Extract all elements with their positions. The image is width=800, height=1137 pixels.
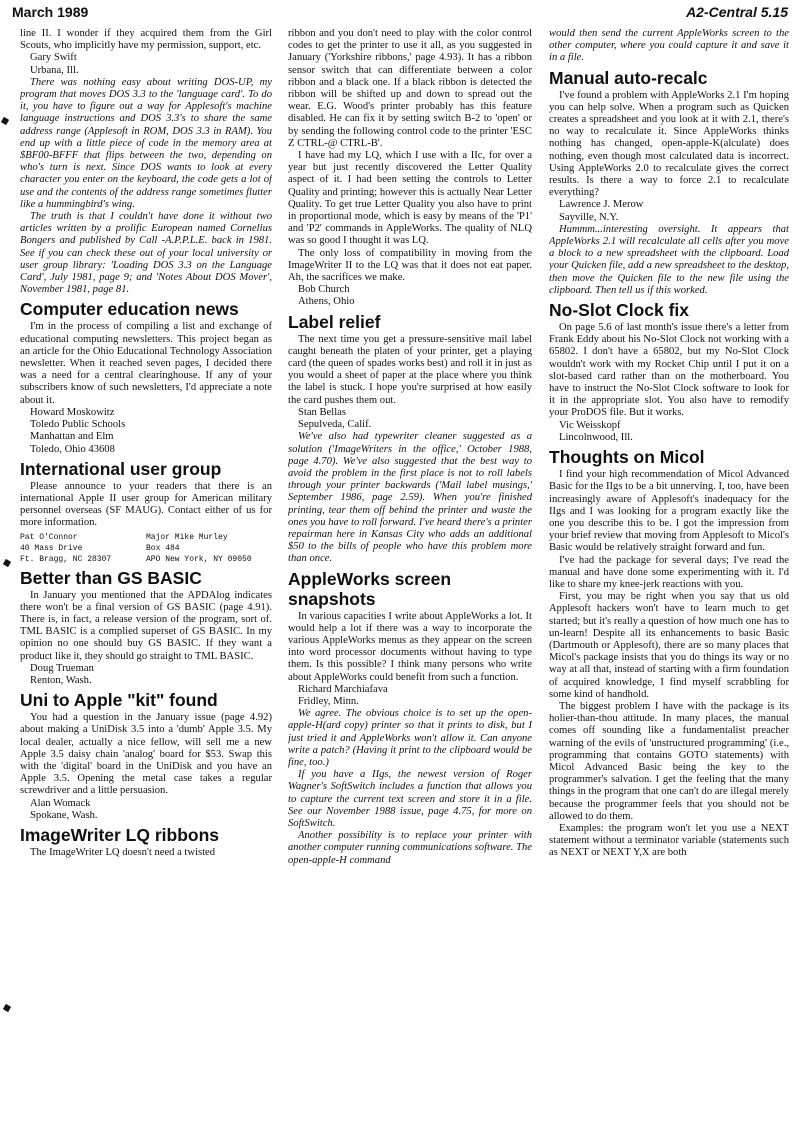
body-text: In various capacities I write about AppleWorks a lot. It would help a lot if there was a way to incorporate the various AppleWorks menus as they appear on the screen into word processor documents without having to type them. Is this possible? I think many persons who write about AppleWorks could benefit from such a function. [288,610,532,683]
section-heading: Uni to Apple "kit" found [20,690,218,711]
signature-place: Renton, Wash. [30,674,92,686]
column-2 [288,28,532,1132]
address-line: Pat O'Connor [20,532,78,542]
signature-place: Toledo Public Schools [30,419,126,431]
section-heading: Better than GS BASIC [20,567,202,588]
body-text: The ImageWriter LQ doesn't need a twisted [30,846,216,858]
address-line: Ft. Bragg, NC 28307 [20,554,112,564]
signature-place: Urbana, Ill. [30,64,79,76]
body-text: The biggest problem I have with the package is its holier-than-thou attitude. In many places, the manual comes off sounding like a fundamentalist preacher warning of the evils of 'unstructured programming' (i.e., programming that contains GOTO statements) with Micol Advanced Basic being the key to the programmer's salvation. I get the feeling that the many things in the program that one can't do are illegal merely because the programmer feels that you should not be allowed to do them. [549,700,789,822]
body-text: I have had my LQ, which I use with a IIc, for over a year but just recently discovered the Letter Quality aspect of it. I had been setting the controls to Letter Quality and printing; however this is actually Near Letter Quality. To get true Letter Quality you also have to print in proportional mode, which is easy by means of the 'P1' and 'P2' commands in AppleWorks. The quality of NLQ was so good I thought it was LQ. [288,150,532,247]
body-text: Examples: the program won't let you use a NEXT statement without a terminator variable (statements such as NEXT or NEXT Y,X are both [549,822,789,859]
address-line: Box 484 [146,543,180,553]
margin-mark [3,559,11,567]
signature-name: Doug Trueman [30,662,94,674]
body-text: You had a question in the January issue (page 4.92) about making a UniDisk 3.5 into a 'dumb' Apple 3.5. My local dealer, actually a nice fellow, will sell me a new Apple 3.5 daisy chain 'analog' board for $53. Swap this with the 'digital' board in the UniDisk and you have an Apple 3.5. Opening the metal case takes a regular screwdriver and a little persuasion. [20,712,272,797]
body-text: I've found a problem with AppleWorks 2.1 I'm hoping you can help solve. When a program such as Quicken creates a spreadsheet and you look at it with 2.1, there's no way to recalculate it. Since AppleWorks thinks nothing has changed, open-apple-K(alculate) does nothing, even though most calculated data is incorrect. Using AppleWorks 2.0 to recalculate gives the correct results. Is there a way to force 2.1 to recalculate everything? [549,89,789,199]
section-heading: International user group [20,458,222,479]
signature-name: Stan Bellas [298,406,346,418]
signature-place: Sayville, N.Y. [559,211,619,223]
signature-name: Alan Womack [30,797,91,809]
column-3 [549,28,789,1132]
margin-mark [3,1004,11,1012]
issue-date: March 1989 [12,4,89,20]
editor-reply: There was nothing easy about writing DOS-UP, my program that moves DOS 3.3 to the 'language card'. To do it, you have to figure out a way for Applesoft's machine language instructions and DOS 3.3's to share the same address range (Applesoft in ROM, DOS 3.3 in RAM). You end up with a little piece of code in the memory area at $BF00-BFFF that flips between the two, depending on who's turn is next. Since DOS wants to look at every character you enter on the keyboard, the code gets a lot of use and the contents of the address range sometimes flutter like a hummingbird's wing. [20,76,272,210]
running-header [12,4,788,26]
signature-name: Lawrence J. Merow [559,199,644,211]
section-heading: Computer education news [20,299,239,320]
signature-place: Lincolnwood, Ill. [559,431,633,443]
signature-name: Vic Weisskopf [559,419,621,431]
address-block [20,532,272,565]
body-text: I'm in the process of compiling a list and exchange of educational computing newsletters. This project began as an article for the Ohio Educational Technology Association newsletter. When it reached seven pages, I decided there was a need for a central clearinghouse. If any of your subscribers know of such newsletters, I'd appreciate a note about it. [20,321,272,406]
body-text: I've had the package for several days; I've read the manual and have done some experimenting with it. I'd like to share my knee-jerk reactions with you. [549,554,789,590]
section-heading: Thoughts on Micol [549,447,705,468]
section-heading: ImageWriter LQ ribbons [20,824,220,845]
column-1 [20,28,272,1132]
body-text: The next time you get a pressure-sensitive mail label caught beneath the platen of your printer, get a playing card (the queen of spades works best) and roll it in just as you would a sheet of paper at the place where you think the label is stuck. I hope you're surprised at how easily the card pushes them out. [288,333,532,406]
signature-place: Athens, Ohio [298,296,355,308]
page-number: A2-Central 5.15 [686,4,788,20]
signature-place: Sepulveda, Calif. [298,419,372,431]
editor-reply: We agree. The obvious choice is to set up the open-apple-H(ard copy) printer so that it prints to disk, but I just tried it and AppleWorks won't allow it. Can anyone write a patch? (Having it print to the clipboard would be fine, too.) [288,708,532,768]
body-text: On page 5.6 of last month's issue there's a letter from Frank Eddy about his No-Slot Clock not working with a 65802. I don't have a 65802, but my No-Slot Clock wouldn't work with my Rocket Chip until I put it on a slot-based card rather than on the motherboard. You have to instruct the No-Slot Clock software to look for it in the appropriate slot. You also have to remodify your ProDOS file. But it works. [549,322,789,419]
body-text: ribbon and you don't need to play with the color control codes to get the printer to use it all, as you suggested in January ('Yorkshire ribbons,' page 4.93). It has a ribbon sensor switch that can differentiate between a color ribbon and a black one. If a black ribbon is detected the ribbon will be shifted up and down to spread out the wear. E.G. Wood's printer probably has this feature disabled. He can fix it by setting switch B-2 to 'open' or by sending the following control code to the printer 'ESC Z CTRL-@ CTRL-B'. [288,28,532,149]
signature-name: Gary Swift [30,52,77,64]
signature-place: Toledo, Ohio 43608 [30,443,115,455]
editor-reply: The truth is that I couldn't have done it without two articles written by a prolific European named Cornelius Bongers and published by Call -A.P.P.L.E. back in 1981. See if you can check these out of your local university or user group library: 'Loading DOS 3.3 on the Language Card', July 1981, page 9; and 'Notes About DOS Mover', November 1981, page 81. [20,211,272,296]
signature-name: Richard Marchiafava [298,683,388,695]
section-heading: Manual auto-recalc [549,67,708,88]
editor-reply: would then send the current AppleWorks screen to the other computer, where you could capture it and save it in a file. [549,28,789,64]
address-line: 40 Mass Drive [20,543,83,553]
signature-place: Spokane, Wash. [30,809,98,821]
signature-name: Howard Moskowitz [30,406,115,418]
section-heading: No-Slot Clock fix [549,300,690,321]
section-heading: Label relief [288,311,381,332]
editor-reply: Another possibility is to replace your printer with another computer running communications software. The open-apple-H command [288,830,532,866]
editor-reply: Hummm...interesting oversight. It appears that AppleWorks 2.1 will recalculate all cells after you move a block to a new spreadsheet with the clipboard. Load your Quicken file, add a new spreadsheet to the desktop, then move the Quicken file to the new file using the clipboard. Then tell us if this worked. [549,223,789,296]
address-line: APO New York, NY 09050 [146,554,252,564]
signature-name: Bob Church [298,284,350,296]
signature-place: Manhattan and Elm [30,431,114,443]
body-text: First, you may be right when you say that us old Applesoft hackers won't have to learn much to get started; but it's really a question of how much one has to un-learn! Despite all its enhancements to basic Basic (Dartmouth or Applesoft), there are so many places that Micol's package insists that you do things its way or no way at all that, instead of starting with a firm foundation of acquired knowledge, I find myself scrabbling for some kind of handhold. [549,591,789,700]
body-text: I find your high recommendation of Micol Advanced Basic for the IIgs to be a bit unnerving. I, too, have been increasingly aware of Applesoft's inadequacy for the IIgs and I was looking for a program exactly like the one you describe this to be. I got the impression from your brief review that moving from Applesoft to Micol's Basic would be relatively straight forward and fun. [549,469,789,554]
section-heading: AppleWorks screen snapshots [288,568,452,609]
margin-mark [1,117,9,125]
body-text: In January you mentioned that the APDAlog indicates there won't be a final version of GS BASIC (page 4.91). There is, in fact, a release version of the program, sort of. TML BASIC is a complied superset of GS BASIC. In my opinion no one should buy GS BASIC. If they want a product like it, they should go straight to TML BASIC. [20,589,272,662]
body-text: Please announce to your readers that there is an international Apple II user group for American military personnel overseas (SF MAUG). Contact either of us for more information. [20,480,272,529]
body-text: line II. I wonder if they acquired them from the Girl Scouts, who implicitly have my permission, support, etc. [20,28,272,52]
address-line: Major Mike Murley [146,532,228,542]
signature-place: Fridley, Minn. [298,695,359,707]
body-text: The only loss of compatibility in moving from the ImageWriter II to the LQ was that it does not eat paper. Ah, the sacrifices we make. [288,247,532,284]
editor-reply: We've also had typewriter cleaner suggested as a solution ('ImageWriters in the office,' October 1988, page 4.70). We've also suggested that the best way to avoid the problem in the first place is not to roll labels through your printer backwards ('Mail label musings,' September 1986, page 2.59). When you're finished printing, tear them off behind the printer and waste the ones you have to roll forward. I've heard there's a printer repairman here in Kansas City who adds an additional $50 to the bills of people who have this problem more than once. [288,431,532,565]
editor-reply: If you have a IIgs, the newest version of Roger Wagner's SoftSwitch includes a function that allows you to capture the current text screen and store it in a file. See our November 1988 issue, page 4.75, for more on SoftSwitch. [288,769,532,829]
